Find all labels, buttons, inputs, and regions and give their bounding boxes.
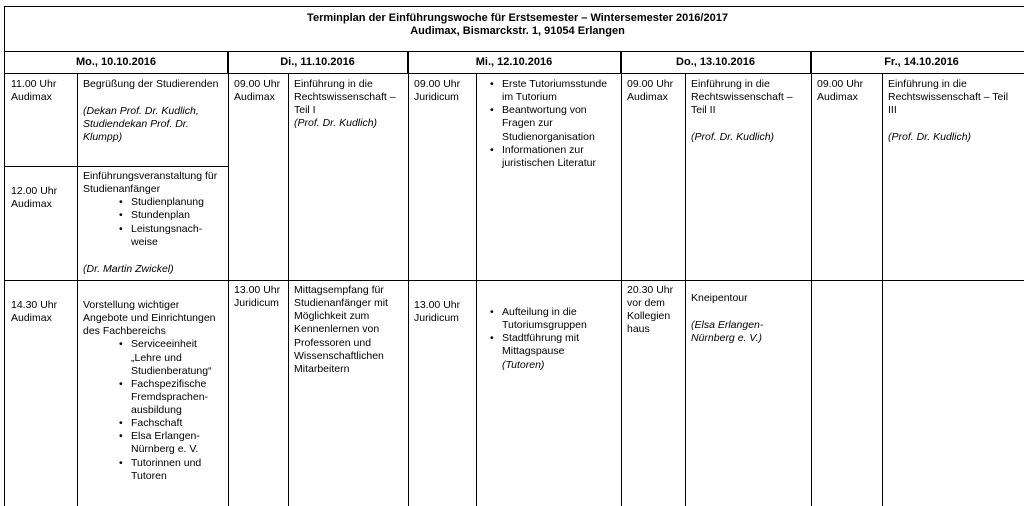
event-list: [502, 78, 618, 170]
place-text: Juridicum: [414, 91, 459, 104]
wednesday-slot-1-time: [414, 78, 474, 104]
event-list: [131, 338, 221, 482]
time-text: 09.00 Uhr: [817, 78, 864, 90]
list-item: • Aufteilung in die Tutoriumsgruppen: [502, 306, 618, 332]
column-divider: [476, 74, 477, 506]
list-item: • Stundenplan: [131, 209, 225, 222]
event-text: Einführung in die Rechtswissenschaft – Teil I: [294, 78, 396, 117]
event-note: (Dr. Martin Zwickel): [83, 262, 174, 275]
list-item: • Fachspezifische Fremdsprachen-ausbildung: [131, 378, 221, 417]
monday-slot-2-time: [11, 185, 75, 211]
day-header-thursday: Do., 13.10.2016: [621, 52, 811, 74]
event-note: (Dekan Prof. Dr. Kudlich, Studiendekan Prof. Dr. Klumpp): [83, 105, 199, 144]
event-text: Einführung in die Rechtswissenschaft – Teil III: [888, 78, 1009, 117]
thursday-slot-2-time: [627, 284, 677, 337]
place-text: Audimax: [11, 91, 52, 104]
place-text: Audimax: [11, 312, 52, 325]
time-text: 13.00 Uhr: [234, 284, 281, 296]
monday-slot-1-event: [83, 78, 225, 145]
column-divider: [882, 74, 883, 506]
place-text: vor dem Kollegien haus: [627, 297, 671, 336]
wednesday-slot-2-event: [502, 306, 618, 372]
time-text: 11.00 Uhr: [11, 78, 57, 90]
event-note: (Elsa Erlangen-Nürnberg e. V.): [691, 319, 764, 345]
place-text: Audimax: [11, 198, 52, 211]
event-list: [131, 196, 225, 249]
place-text: Audimax: [817, 91, 858, 104]
place-text: Juridicum: [234, 297, 279, 310]
time-text: 13.00 Uhr: [414, 299, 461, 311]
time-text: 09.00 Uhr: [234, 78, 281, 90]
day-divider: [408, 52, 409, 506]
day-header-monday: Mo., 10.10.2016: [5, 52, 228, 74]
friday-slot-1-event: [888, 78, 1013, 145]
title-line-2: Audimax, Bismarckstr. 1, 91054 Erlangen: [410, 25, 625, 38]
list-item: • Stadtführung mit Mittagspause: [502, 332, 618, 358]
place-text: Juridicum: [414, 312, 459, 325]
day-header-friday: Fr., 14.10.2016: [811, 52, 1024, 74]
tuesday-slot-1-event: [294, 78, 404, 131]
list-item: • Leistungsnach-weise: [131, 223, 206, 249]
time-text: 20.30 Uhr: [627, 284, 674, 296]
wednesday-slot-1-event: [502, 78, 618, 170]
event-list: [502, 306, 618, 359]
event-note: (Prof. Dr. Kudlich): [888, 131, 972, 144]
day-divider: [811, 52, 812, 506]
thursday-slot-1-time: [627, 78, 683, 104]
event-note: (Prof. Dr. Kudlich): [691, 131, 775, 144]
column-divider: [77, 74, 78, 506]
time-text: 09.00 Uhr: [414, 78, 461, 90]
day-divider: [621, 52, 622, 506]
row-divider: [5, 280, 1024, 281]
thursday-slot-1-event: [691, 78, 809, 145]
friday-slot-1-time: [817, 78, 879, 104]
event-text: Mittagsempfang für Studienanfänger mit Möglichkeit zum Kennenlernen von Professoren und Wissenschaftlichen Mitarbeitern: [294, 284, 388, 375]
column-divider: [685, 74, 686, 506]
title-line-1: Terminplan der Einführungswoche für Erstsemester – Wintersemester 2016/2017: [307, 12, 728, 24]
tuesday-slot-2-time: [234, 284, 284, 310]
event-note: (Tutoren): [502, 358, 545, 371]
list-item: • Studienplanung: [131, 196, 225, 209]
list-item: • Fachschaft: [131, 417, 221, 430]
monday-slot-3-event: [83, 299, 225, 483]
place-text: Audimax: [234, 91, 275, 104]
event-note: (Prof. Dr. Kudlich): [294, 117, 378, 130]
time-text: 09.00 Uhr: [627, 78, 674, 90]
list-item: • Erste Tutoriumsstunde im Tutorium: [502, 78, 618, 104]
day-header-tuesday: Di., 11.10.2016: [228, 52, 408, 74]
event-text: Vorstellung wichtiger Angebote und Einrichtungen des Fachbereichs: [83, 299, 216, 338]
event-text: Einführung in die Rechtswissenschaft – Teil II: [691, 78, 793, 117]
column-divider: [288, 74, 289, 506]
wednesday-slot-2-time: [414, 299, 474, 325]
thursday-slot-2-event: [691, 292, 803, 345]
tuesday-slot-1-time: [234, 78, 284, 104]
place-text: Audimax: [627, 91, 668, 104]
list-item: • Informationen zur juristischen Literatur: [502, 144, 618, 170]
list-item: • Beantwortung von Fragen zur Studienorganisation: [502, 104, 618, 143]
list-item: • Elsa Erlangen-Nürnberg e. V.: [131, 430, 221, 456]
monday-slot-3-time: [11, 299, 75, 325]
time-text: 14.30 Uhr: [11, 299, 58, 311]
monday-slot-2-event: [83, 170, 225, 276]
schedule-table: [4, 6, 1024, 506]
event-text: Begrüßung der Studierenden: [83, 78, 219, 90]
monday-slot-1-time: [11, 78, 75, 104]
day-header-wednesday: Mi., 12.10.2016: [408, 52, 621, 74]
tuesday-slot-2-event: [294, 284, 406, 376]
event-text: Einführungsveranstaltung für Studienanfänger: [83, 170, 218, 196]
list-item: • Tutorinnen und Tutoren: [131, 457, 221, 483]
list-item: • Serviceeinheit „Lehre und Studienberatung“: [131, 338, 221, 377]
time-text: 12.00 Uhr: [11, 185, 58, 197]
day-divider: [228, 52, 229, 506]
row-divider: [5, 166, 228, 167]
event-text: Kneipentour: [691, 292, 748, 304]
schedule-title: [5, 7, 1024, 52]
